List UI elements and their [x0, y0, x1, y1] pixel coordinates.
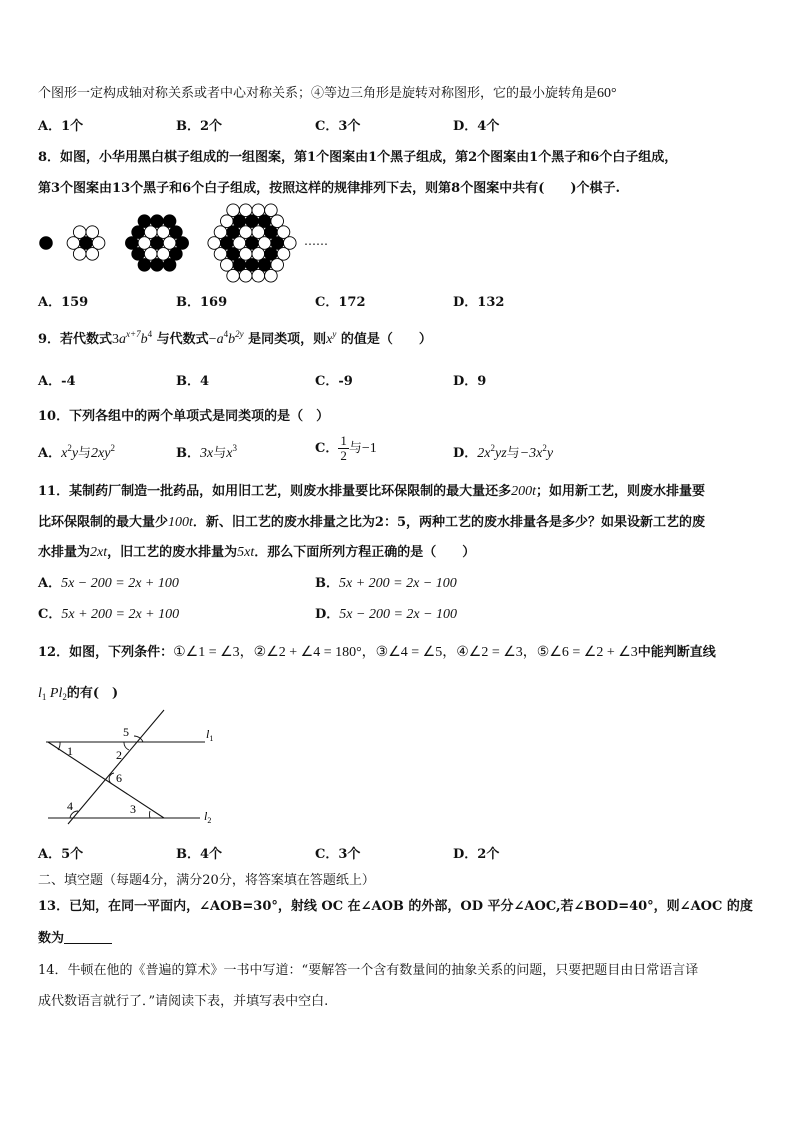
black-stone: [151, 259, 164, 272]
q14-stem-line1: 14．牛顿在他的《普遍的算术》一书中写道：“要解答一个含有数量间的抽象关系的问题，只要把题目由日常语言译: [38, 963, 699, 978]
white-stone: [67, 237, 80, 250]
white-stone: [227, 269, 240, 282]
black-stone: [227, 248, 240, 261]
white-stone: [138, 237, 151, 250]
option-label: A．: [38, 847, 62, 862]
q7-option-a[interactable]: [38, 115, 83, 134]
black-stone: [246, 215, 259, 228]
pattern-1: [40, 237, 53, 250]
option-equation: 5x + 200 = 2x − 100: [339, 576, 457, 591]
white-stone: [265, 269, 278, 282]
q13-stem-line1: 13．已知，在同一平面内，∠AOB=30°，射线 OC 在∠AOB 的外部，OD 平分∠AOC,若∠BOD=40°，则∠AOC 的度: [38, 899, 753, 914]
white-stone: [233, 237, 246, 250]
option-label: D．: [453, 295, 478, 310]
q8-option-d[interactable]: [453, 291, 504, 310]
transversal-1: [48, 742, 164, 818]
black-stone: [233, 215, 246, 228]
q9-term1: $3a^{x+7}b^4$: [112, 329, 153, 347]
pattern-ellipsis: ……: [304, 234, 328, 248]
option-text: 1个: [61, 119, 84, 134]
angle-label-2: 2: [116, 748, 122, 762]
black-stone: [258, 259, 271, 272]
q10-option-c[interactable]: C． $\frac{1}{2}$ 与−1: [315, 433, 377, 463]
black-stone: [265, 226, 278, 239]
black-stone: [233, 259, 246, 272]
white-stone: [73, 248, 86, 261]
option-text: 9: [477, 374, 487, 389]
white-stone: [252, 204, 265, 217]
option-label: D．: [453, 374, 478, 389]
black-stone: [163, 215, 176, 228]
q12-stem-line1: 12．如图，下列条件：①∠1 = ∠3，②∠2 + ∠4 = 180°，③∠4 = ∠5，④∠2 = ∠3，⑤∠6 = ∠2 + ∠3中能判断直线: [38, 645, 716, 660]
black-stone: [40, 237, 53, 250]
white-stone: [221, 215, 234, 228]
angle-label-6: 6: [116, 771, 122, 785]
q9-suffix: 的值是（ ）: [340, 332, 432, 347]
option-label: B．: [176, 374, 200, 389]
white-stone: [86, 226, 99, 239]
option-label: B．: [176, 446, 200, 461]
q9-option-a[interactable]: [38, 370, 76, 389]
q8-option-b[interactable]: [176, 291, 227, 310]
q8-stem-line2: 第3个图案由13个黑子和6个白子组成，按照这样的规律排列下去，则第8个图案中共有( )个棋子.: [38, 181, 621, 196]
white-stone: [92, 237, 105, 250]
option-label: B．: [176, 295, 200, 310]
q13-stem-line2: 数为: [38, 927, 112, 946]
q8-option-a[interactable]: [38, 291, 88, 310]
black-stone: [132, 226, 145, 239]
option-equation: 5x − 200 = 2x − 100: [339, 607, 458, 622]
option-label: A．: [38, 119, 62, 134]
black-stone: [151, 237, 164, 250]
black-stone: [258, 215, 271, 228]
option-text: 2个: [200, 119, 223, 134]
white-stone: [86, 248, 99, 261]
white-stone: [73, 226, 86, 239]
option-label: A．: [38, 446, 62, 461]
option-label: D．: [453, 119, 478, 134]
white-stone: [239, 248, 252, 261]
black-stone: [246, 259, 259, 272]
option-label: D．: [315, 607, 340, 622]
q9-mid2: 是同类项，则: [248, 332, 327, 347]
option-label: B．: [176, 847, 200, 862]
q12-option-d[interactable]: [453, 843, 499, 862]
white-stone: [284, 237, 297, 250]
option-text: 169: [200, 295, 228, 310]
white-stone: [252, 248, 265, 261]
option-label: C．: [315, 847, 339, 862]
option-text: 4个: [200, 847, 223, 862]
option-label: D．: [453, 847, 478, 862]
q8-pattern-figure: [30, 198, 350, 288]
q12-conditions: ①∠1 = ∠3，②∠2 + ∠4 = 180°，③∠4 = ∠5，④∠2 = ∠3，⑤∠6 = ∠2 + ∠3: [173, 645, 638, 660]
option-label: A．: [38, 295, 62, 310]
q9-term2: $-a^4b^{2y}$: [208, 329, 244, 347]
q8-option-c[interactable]: [315, 291, 366, 310]
q9-option-d[interactable]: [453, 370, 486, 389]
white-stone: [214, 226, 227, 239]
angle-arc-1: [58, 742, 60, 750]
white-stone: [271, 259, 284, 272]
black-stone: [138, 259, 151, 272]
line-label-l1: $l_1$: [206, 727, 214, 743]
option-text: 172: [338, 295, 366, 310]
option-label: A．: [38, 576, 62, 591]
white-stone: [252, 226, 265, 239]
q11-option-b[interactable]: [315, 572, 457, 592]
black-stone: [132, 248, 145, 261]
option-text: -9: [338, 374, 353, 389]
q11-option-a[interactable]: [38, 572, 179, 592]
option-equation: 5x + 200 = 2x + 100: [61, 607, 180, 622]
q9-power: $x^y$: [326, 329, 337, 347]
q10-option-b[interactable]: B．3x与$x^3$: [176, 443, 237, 461]
option-text: 132: [477, 295, 505, 310]
q11-stem-line3: 水排量为2xt，旧工艺的废水排量为5xt．那么下面所列方程正确的是（ ）: [38, 545, 476, 560]
option-label: C．: [315, 441, 339, 456]
pattern-4: [208, 204, 296, 282]
angle-label-4: 4: [67, 799, 73, 813]
white-stone: [221, 259, 234, 272]
option-label: C．: [315, 295, 339, 310]
q7-option-d[interactable]: [453, 115, 499, 134]
black-stone: [170, 248, 183, 261]
q7-stem-tail: [38, 82, 617, 102]
q10-option-d[interactable]: D．$2x^2yz$与$-3x^2y$: [453, 443, 554, 461]
black-stone: [138, 215, 151, 228]
option-text: 4: [200, 374, 210, 389]
q14-stem-line2: 成代数语言就行了．”请阅读下表，并填写表中空白.: [38, 994, 329, 1009]
option-label: B．: [176, 119, 200, 134]
black-stone: [221, 237, 234, 250]
q8-stem-line1: 8．如图，小华用黑白棋子组成的一组图案，第1个图案由1个黑子组成，第2个图案由1个黑子和6个白子组成，: [38, 150, 678, 165]
black-stone: [126, 237, 139, 250]
black-stone: [227, 226, 240, 239]
black-stone: [151, 215, 164, 228]
black-stone: [170, 226, 183, 239]
black-stone: [246, 237, 259, 250]
option-text: 159: [61, 295, 89, 310]
white-stone: [239, 226, 252, 239]
section-heading-fill-in: 二、填空题（每题4分，满分20分，将答案填在答题纸上）: [38, 873, 375, 888]
angle-label-3: 3: [130, 802, 136, 816]
option-text: 4个: [477, 119, 500, 134]
option-text: 3个: [338, 847, 361, 862]
white-stone: [277, 226, 290, 239]
white-stone: [277, 248, 290, 261]
white-stone: [214, 248, 227, 261]
white-stone: [163, 237, 176, 250]
pattern-2: [67, 226, 105, 260]
q11-stem-line2: 比环保限制的最大量少100t．新、旧工艺的废水排量之比为2：5，两种工艺的废水排量各是多少？如果设新工艺的废: [38, 515, 705, 530]
white-stone: [157, 248, 170, 261]
fraction: $\frac{1}{2}$: [340, 433, 347, 463]
white-stone: [144, 226, 157, 239]
transversal-2: [68, 710, 164, 824]
q12-parallel-lines-figure: [40, 708, 230, 828]
option-label: D．: [453, 446, 478, 461]
option-equation: 5x − 200 = 2x + 100: [61, 576, 179, 591]
q11-stem-line1: 11．某制药厂制造一批药品，如用旧工艺，则废水排量要比环保限制的最大量还多200t；如用新工艺，则废水排量要: [38, 484, 705, 499]
q10-stem: 10．下列各组中的两个单项式是同类项的是（ ）: [38, 409, 330, 424]
q12-option-c[interactable]: [315, 843, 360, 862]
answer-blank[interactable]: [64, 931, 112, 944]
white-stone: [271, 215, 284, 228]
line-label-l2: $l_2$: [204, 809, 212, 825]
q7-tail-value: 60°: [597, 86, 617, 101]
option-label: C．: [315, 119, 339, 134]
white-stone: [239, 269, 252, 282]
q7-option-b[interactable]: [176, 115, 222, 134]
angle-label-1: 1: [67, 744, 73, 758]
q12-stem-line2: $l_1$ $Pl_2$的有( ): [38, 686, 119, 702]
black-stone: [163, 259, 176, 272]
option-text: 5个: [61, 847, 84, 862]
q9-mid: 与代数式: [156, 332, 209, 347]
q7-option-c[interactable]: [315, 115, 360, 134]
q9-stem: [38, 328, 432, 348]
white-stone: [227, 204, 240, 217]
white-stone: [208, 237, 221, 250]
option-text: 2个: [477, 847, 500, 862]
q11-option-d[interactable]: [315, 603, 457, 623]
option-label: C．: [38, 607, 62, 622]
white-stone: [258, 237, 271, 250]
pattern-3: [126, 215, 189, 271]
white-stone: [252, 269, 265, 282]
option-label: C．: [315, 374, 339, 389]
option-text: 3个: [338, 119, 361, 134]
angle-arc-3: [149, 811, 150, 818]
q12-option-b[interactable]: [176, 843, 222, 862]
angle-label-5: 5: [123, 725, 129, 739]
black-stone: [271, 237, 284, 250]
option-label: A．: [38, 374, 62, 389]
q10-option-a[interactable]: A．$x^2y$与$2xy^2$: [38, 443, 115, 461]
white-stone: [265, 204, 278, 217]
q9-option-b[interactable]: [176, 370, 209, 389]
q9-option-c[interactable]: [315, 370, 353, 389]
white-stone: [239, 204, 252, 217]
q11-option-c[interactable]: [38, 603, 179, 623]
black-stone: [176, 237, 189, 250]
black-stone: [265, 248, 278, 261]
q7-tail-text: 个图形一定构成轴对称关系或者中心对称关系；④等边三角形是旋转对称图形，它的最小旋转角是: [38, 86, 598, 101]
white-stone: [157, 226, 170, 239]
option-label: B．: [315, 576, 339, 591]
q12-option-a[interactable]: [38, 843, 83, 862]
white-stone: [144, 248, 157, 261]
q9-prefix: 9．若代数式: [38, 332, 113, 347]
option-text: -4: [61, 374, 76, 389]
black-stone: [80, 237, 93, 250]
angle-arc-2: [124, 742, 129, 750]
